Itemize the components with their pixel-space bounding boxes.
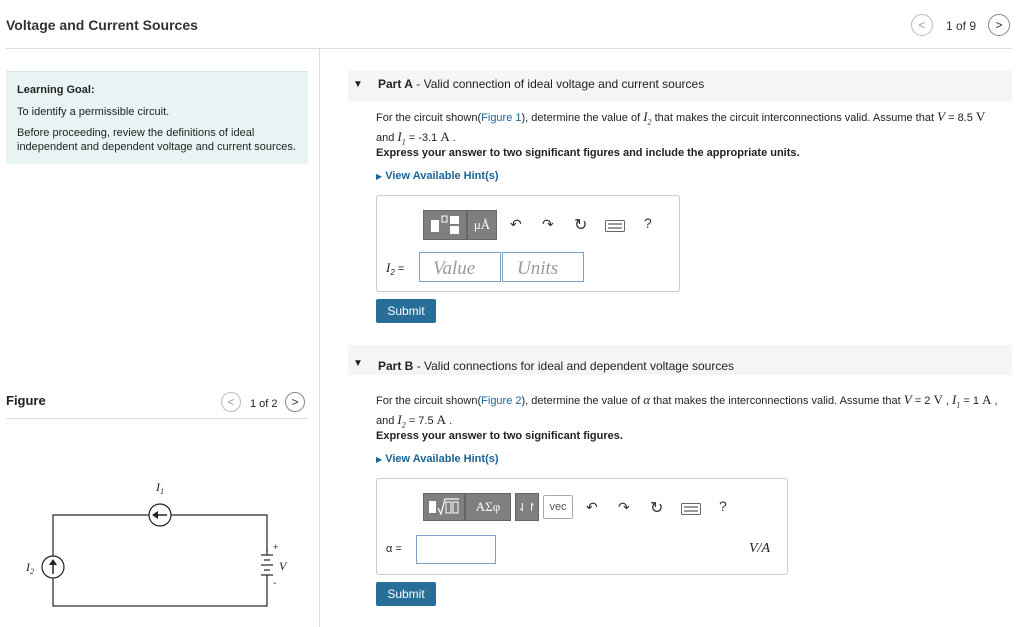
var-sub: 2 (390, 268, 395, 278)
figure-next-button[interactable] (285, 392, 305, 412)
learning-goal-note-2: independent and dependent voltage and current sources. (17, 141, 296, 153)
question-text: and (376, 414, 398, 427)
i1-unit: A (440, 128, 450, 144)
v-value: = 8.5 (945, 112, 976, 124)
part-a-question (376, 110, 1006, 149)
figure-2-link[interactable]: Figure 2 (481, 395, 522, 407)
mu-angstrom-label: μÅ (473, 217, 491, 232)
part-a-title: - Valid connection of ideal voltage and current sources (416, 77, 705, 91)
figure-1-link[interactable]: Figure 1 (481, 112, 522, 124)
var-symbol: I (952, 392, 957, 407)
part-a-instruction: Express your answer to two significant figures and include the appropriate units. (376, 147, 800, 159)
learning-goal-note-1: Before proceeding, review the definitions of ideal (17, 127, 255, 139)
figure-prev-button[interactable] (221, 392, 241, 412)
part-b-label: Part B (378, 359, 414, 373)
var-i2 (397, 411, 406, 430)
template-button[interactable] (423, 210, 467, 240)
redo-icon[interactable]: ↷ (542, 216, 554, 232)
caret-right-icon: ▶ (376, 172, 383, 181)
value-input[interactable] (419, 252, 501, 282)
label-plus: + (273, 542, 279, 552)
part-b-submit-button[interactable]: Submit (376, 582, 436, 606)
question-text: . (446, 414, 453, 427)
var-v: V (903, 392, 912, 407)
reset-icon[interactable]: ↻ (650, 500, 664, 517)
var-symbol: I (397, 128, 402, 144)
question-text: and (376, 131, 398, 144)
label-v: V (279, 559, 287, 573)
question-text: For the circuit shown( (376, 395, 482, 407)
label-minus: - (273, 578, 277, 589)
part-a-answer-box (376, 195, 680, 292)
value-placeholder: Value (433, 258, 476, 279)
undo-icon[interactable]: ↶ (586, 499, 598, 515)
var-sub: 2 (401, 420, 406, 430)
hints-label: View Available Hint(s) (385, 453, 499, 465)
header-divider (6, 48, 1012, 49)
label-i2-symbol: I (26, 560, 30, 574)
var-i1 (397, 128, 406, 147)
label-i2 (25, 560, 34, 576)
vector-button[interactable] (543, 495, 573, 519)
learning-goal-heading: Learning Goal: (17, 84, 95, 96)
keyboard-icon[interactable] (605, 220, 625, 232)
var-symbol: I (397, 411, 402, 427)
v-value: = 2 (911, 395, 934, 407)
sort-icon: ⇃↾ (517, 501, 537, 514)
help-button[interactable]: ? (719, 498, 727, 514)
chevron-left-icon: < (227, 395, 235, 409)
collapse-triangle-icon: ▼ (353, 358, 363, 369)
part-a-submit-button[interactable]: Submit (376, 299, 436, 323)
learning-goal-text: To identify a permissible circuit. (17, 106, 170, 118)
part-b-hints-link[interactable] (376, 453, 499, 465)
undo-icon[interactable]: ↶ (510, 216, 522, 232)
part-b-title: - Valid connections for ideal and dependent voltage sources (416, 359, 735, 373)
question-text: . (449, 131, 456, 144)
equals-sign: = (394, 263, 405, 275)
units-placeholder: Units (517, 258, 559, 279)
question-text: that makes the circuit interconnections valid. Assume that (651, 112, 938, 124)
question-text: ), determine the value of (521, 112, 644, 124)
label-i2-sub: 2 (30, 567, 34, 576)
current-source-i1 (149, 504, 171, 526)
var-v: V (937, 109, 946, 124)
v-unit: V (933, 392, 943, 407)
part-a-hints-link[interactable] (376, 170, 499, 182)
circuit-diagram (20, 476, 300, 616)
learning-goal-box (6, 71, 308, 164)
question-text: , (991, 395, 998, 407)
part-a-header[interactable] (348, 71, 1012, 101)
collapse-triangle-icon: ▼ (353, 79, 363, 90)
hints-label: View Available Hint(s) (385, 170, 499, 182)
answer-var-label (386, 260, 404, 277)
sort-button[interactable] (515, 493, 539, 521)
column-divider (319, 48, 320, 627)
question-text: that makes the interconnections valid. Assume that (650, 395, 904, 407)
redo-icon[interactable]: ↷ (618, 499, 630, 515)
units-label: V/A (749, 541, 770, 556)
greek-symbols-button[interactable] (465, 493, 511, 521)
question-text: , (942, 395, 949, 407)
sqrt-template-icon (427, 497, 461, 517)
label-i1-symbol: I (156, 480, 160, 494)
alpha-input[interactable] (416, 535, 496, 564)
part-b-answer-box (376, 478, 788, 575)
item-pagination: 1 of 9 (946, 19, 977, 33)
i1-unit: A (982, 392, 992, 407)
figure-divider (6, 418, 308, 419)
chevron-right-icon: > (291, 395, 299, 409)
i1-value: = -3.1 (405, 131, 441, 144)
label-i1 (155, 480, 164, 496)
v-unit: V (975, 109, 986, 124)
i1-value: = 1 (960, 395, 983, 407)
caret-right-icon: ▶ (376, 455, 383, 464)
help-button[interactable]: ? (644, 215, 652, 231)
reset-icon[interactable]: ↻ (574, 217, 588, 234)
figure-heading: Figure (6, 393, 46, 408)
part-a-label: Part A (378, 77, 413, 91)
var-sub: 1 (401, 137, 406, 147)
fraction-template-icon (429, 215, 461, 235)
units-symbol-button[interactable] (467, 210, 497, 240)
chevron-right-icon: > (995, 18, 1003, 32)
part-b-instruction: Express your answer to two significant figures. (376, 430, 623, 442)
var-i2 (643, 109, 652, 127)
figure-pagination: 1 of 2 (250, 398, 278, 410)
keyboard-icon[interactable] (681, 503, 701, 515)
prev-item-button[interactable] (911, 14, 933, 36)
i2-value: = 7.5 (405, 414, 437, 427)
current-source-i2 (42, 556, 64, 578)
answer-var-label: α = (386, 543, 402, 555)
vec-label: vec (549, 501, 567, 513)
var-sub: 1 (956, 400, 961, 410)
var-symbol: I (386, 260, 391, 275)
next-item-button[interactable] (988, 14, 1010, 36)
i2-unit: A (436, 411, 447, 427)
chevron-left-icon: < (918, 18, 926, 32)
question-text: For the circuit shown( (376, 112, 482, 124)
voltage-source-v (260, 550, 274, 580)
units-input[interactable] (502, 252, 584, 282)
greek-label: ΑΣφ (475, 499, 501, 514)
var-alpha: α (643, 392, 651, 407)
part-b-question (376, 393, 1016, 432)
template-button[interactable] (423, 493, 465, 521)
page-title: Voltage and Current Sources (6, 17, 198, 33)
part-b-header[interactable] (348, 345, 1012, 375)
question-text: ), determine the value of (521, 395, 644, 407)
label-i1-sub: 1 (160, 487, 164, 496)
var-sub: 2 (647, 117, 652, 127)
var-symbol: I (643, 109, 648, 124)
